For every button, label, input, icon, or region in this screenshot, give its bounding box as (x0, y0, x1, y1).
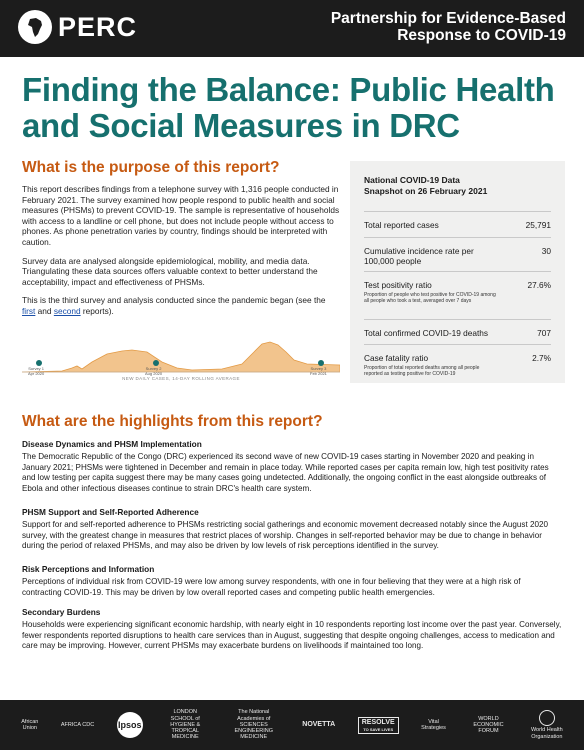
survey-1-label: Survey 1 Apr 2020 (28, 366, 45, 376)
highlight-phsm-support (22, 507, 562, 552)
stat-label: Cumulative incidence rate per 100,000 people (364, 246, 474, 266)
stat-value: 2.7% (532, 353, 551, 363)
purpose-p3-start: This is the third survey and analysis conducted since the pandemic began (see the (22, 295, 326, 306)
perc-logo[interactable] (18, 10, 137, 44)
african-union-logo[interactable]: African Union (21, 718, 39, 731)
tagline-line-2: Response to COVID-19 (397, 27, 566, 44)
resolve-to-save-lives-logo[interactable]: RESOLVE TO SAVE LIVES (358, 717, 399, 734)
stat-case-fatality (364, 344, 551, 380)
stat-value: 30 (541, 246, 551, 256)
highlight-title: PHSM Support and Self-Reported Adherence (22, 507, 199, 517)
national-academies-logo[interactable]: The National Academies of SCIENCES ENGINEERING MEDICINE (234, 709, 273, 741)
stat-value: 27.6% (527, 280, 551, 290)
world-economic-forum-logo[interactable]: WORLD ECONOMIC FORUM (473, 715, 504, 735)
lshtm-logo[interactable]: LONDON SCHOOL of HYGIENE & TROPICAL MEDICINE (170, 709, 201, 741)
purpose-paragraph-3 (22, 295, 340, 316)
highlight-secondary-burdens (22, 607, 562, 652)
ipsos-logo[interactable]: Ipsos (117, 712, 143, 738)
stat-total-cases (364, 211, 551, 237)
survey-3-label: Survey 3 Feb 2021 (310, 366, 327, 376)
stat-label: Total confirmed COVID-19 deaths (364, 328, 489, 338)
tagline-line-1: Partnership for Evidence-Based (330, 10, 566, 27)
highlight-text: Perceptions of individual risk from COVID-19 were low among survey respondents, with one in four believing that they were at a high risk of contracting COVID-19. This may be driven by low overall reported cases and competing public health emergencies. (22, 577, 521, 597)
survey-2-label: Survey 2 Aug 2020 (145, 366, 163, 376)
africa-cdc-logo[interactable]: AFRICA CDC (60, 721, 95, 728)
purpose-paragraph-1: This report describes findings from a telephone survey with 1,316 people conducted in February 2021. The survey examined how people respond to public health and social measures (PHSMs) to prevent COVID-19. The sample is representative of households with access to a landline or cell phone, but does not include people without access to phones. As phone penetration varies by country, findings should be interpreted with caution. (22, 184, 340, 247)
chart-caption: NEW DAILY CASES, 14-DAY ROLLING AVERAGE (122, 376, 240, 381)
who-emblem-icon (539, 710, 555, 726)
highlight-risk-perceptions (22, 564, 562, 598)
africa-globe-icon (18, 10, 52, 44)
highlight-text: Households were experiencing significant economic hardship, with nearly eight in 10 respondents reporting lost income over the past year. Conversely, fewer respondents reported disruptions to health care services than in August, suggesting that despite ongoing challenges, access to medication and care may be improving. However, current PHSMs may exacerbate burdens on livelihoods if maintained too long. (22, 620, 562, 651)
vital-strategies-logo[interactable]: Vital Strategies (421, 718, 446, 731)
partner-logos-footer (0, 700, 584, 750)
purpose-p3-mid: and (35, 305, 54, 316)
stat-value: 707 (537, 328, 551, 338)
stat-incidence-rate (364, 237, 551, 271)
highlights-heading: What are the highlights from this report? (22, 413, 323, 430)
highlight-text: Support for and self-reported adherence to PHSMs restricting social gatherings and economic movement decreased notably since the August 2020 survey, with the greatest change in measures that restrict places of worship. Changes in self-reported behavior may be due to change in behavior during the period of relaxed PHSMs, and may also be driven by low levels of risk perceptions identified in the survey. (22, 520, 548, 551)
header-bar (0, 0, 584, 57)
stat-test-positivity (364, 271, 551, 319)
stat-value: 25,791 (525, 220, 551, 230)
highlight-title: Secondary Burdens (22, 607, 101, 617)
brand-name: PERC (58, 11, 138, 42)
highlight-title: Risk Perceptions and Information (22, 564, 155, 574)
highlight-text: The Democratic Republic of the Congo (DRC) experienced its second wave of new COVID-19 cases starting in November 2020 and peaking in January 2021; PHSMs were tightened in December and remain in place today. While reported cases per capita remain low, high test positivity rates and low testing per capita suggest there may be many cases going undetected. Additionally, the ongoing conflict in the east alongside outbreaks of Ebola and other infectious diseases continue to strain DRC's health care system. (22, 452, 549, 493)
novetta-logo[interactable]: NOVETTA (302, 720, 336, 728)
who-logo[interactable]: World Health Organization (531, 710, 563, 740)
stat-label: Total reported cases (364, 220, 439, 230)
stat-label: Test positivity ratio (364, 280, 432, 290)
stat-sub: Proportion of total reported deaths among all people reported as testing positive for COVID-19 (364, 365, 480, 377)
first-report-link[interactable]: first (22, 305, 36, 316)
purpose-p3-end: reports). (80, 305, 114, 316)
cases-area (22, 342, 340, 372)
stat-sub: Proportion of people who test positive for COVID-19 among all people who took a test, averaged over 7 days (364, 292, 496, 304)
second-report-link[interactable]: second (53, 305, 81, 316)
stat-label: Case fatality ratio (364, 353, 429, 363)
purpose-heading: What is the purpose of this report? (22, 159, 280, 176)
highlight-disease-dynamics (22, 439, 562, 494)
page-title: Finding the Balance: Public Health and Social Measures in DRC (22, 71, 555, 144)
data-snapshot-box (350, 161, 565, 383)
data-box-title: National COVID-19 Data Snapshot on 26 February 2021 (364, 175, 488, 196)
highlight-title: Disease Dynamics and PHSM Implementation (22, 439, 202, 449)
header-tagline (331, 10, 566, 44)
purpose-paragraph-2: Survey data are analysed alongside epidemiological, mobility, and media data. Triangulating these data sources offers valuable context to better understand the acceptability, impact and effectiveness of PHSMs. (22, 255, 318, 287)
stat-total-deaths (364, 319, 551, 344)
purpose-body (22, 184, 340, 325)
